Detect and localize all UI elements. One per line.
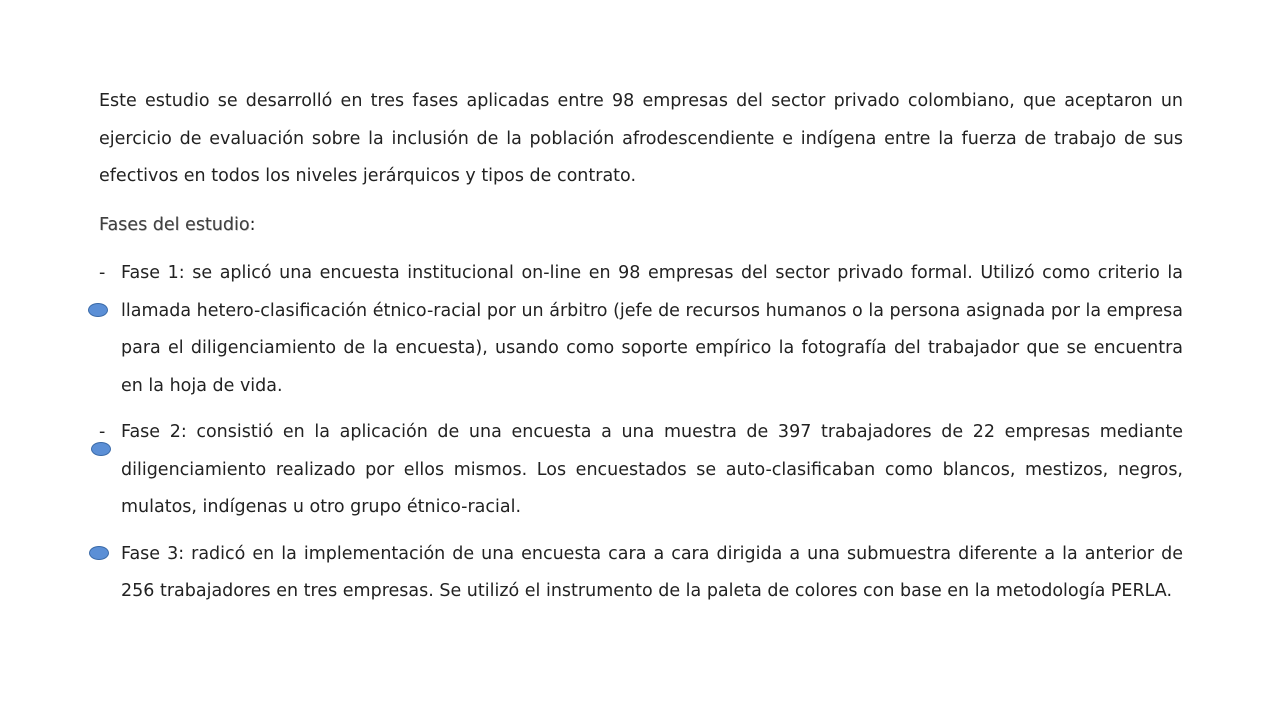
list-dash: - bbox=[99, 422, 106, 442]
phase-list bbox=[99, 255, 1183, 611]
phase-item-3 bbox=[99, 536, 1183, 611]
intro-paragraph: Este estudio se desarrolló en tres fases aplicadas entre 98 empresas del sector privado colombiano, que aceptaron un ejercicio de evaluación sobre la inclusión de la población afrodescendiente e indígena entre la fuerza de trabajo de sus efectivos en todos los niveles jerárquicos y tipos de contrato. bbox=[99, 91, 1183, 186]
phase-text-3: Fase 3: radicó en la implementación de una encuesta cara a cara dirigida a una submuestra diferente a la anterior de 256 trabajadores en tres empresas. Se utilizó el instrumento de la paleta de colores con base en la metodología PERLA. bbox=[121, 543, 1183, 601]
phase-item-1 bbox=[99, 255, 1183, 405]
annotation-marker-2[interactable] bbox=[91, 442, 111, 456]
slide-content bbox=[99, 83, 1183, 620]
phase-text-2: Fase 2: consistió en la aplicación de una encuesta a una muestra de 397 trabajadores de 22 empresas mediante diligenciamiento realizado por ellos mismos. Los encuestados se auto-clasificaban como blancos, mestizos, negros, mulatos, indígenas u otro grupo étnico-racial. bbox=[121, 422, 1183, 517]
phases-heading-colon: : bbox=[249, 214, 256, 235]
annotation-marker-1[interactable] bbox=[88, 303, 108, 317]
list-dash: - bbox=[99, 263, 106, 283]
annotation-marker-3[interactable] bbox=[89, 546, 109, 560]
phase-item-2 bbox=[99, 414, 1183, 527]
phase-text-1: Fase 1: se aplicó una encuesta institucional on-line en 98 empresas del sector privado formal. Utilizó como criterio la llamada hetero-clasificación étnico-racial por un árbitro (jefe de recursos humanos o la persona asignada por la empresa para el diligenciamiento de la encuesta), usando como soporte empírico la fotografía del trabajador que se encuentra en la hoja de vida. bbox=[121, 263, 1183, 396]
phases-heading-text: Fases del estudio bbox=[99, 214, 250, 235]
phases-heading bbox=[99, 207, 1183, 245]
